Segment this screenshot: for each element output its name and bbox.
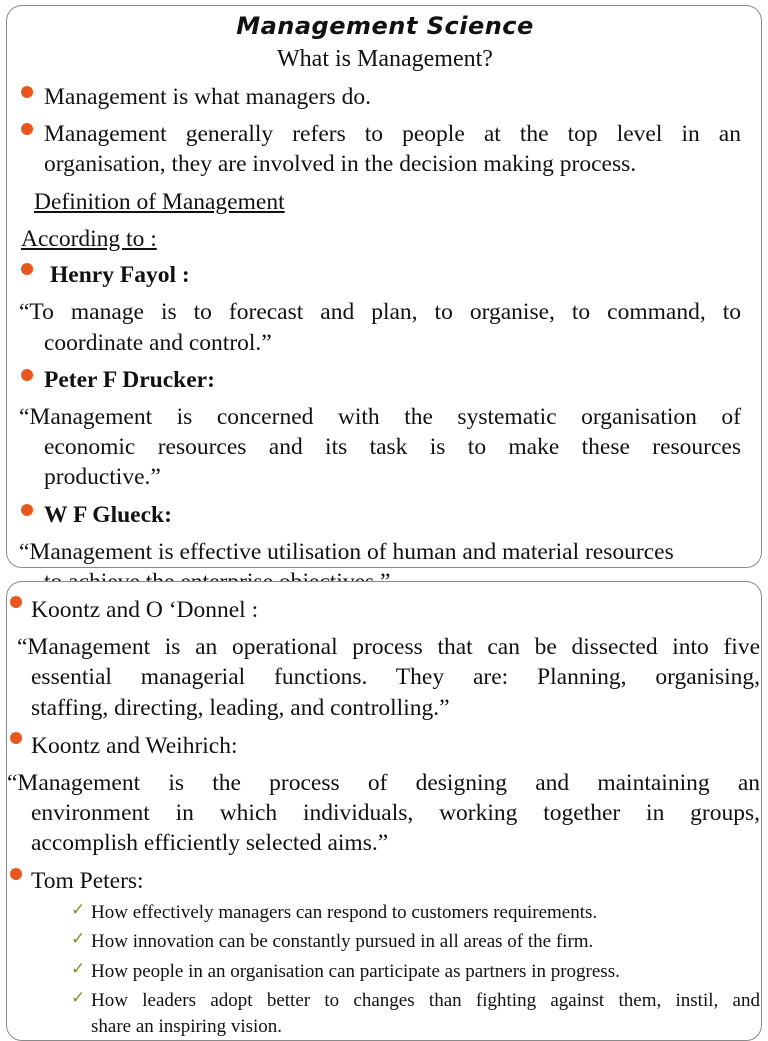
tom-peters-item-2: How innovation can be constantly pursued in all areas of the firm.	[91, 931, 594, 952]
slide-subtitle: What is Management?	[277, 46, 493, 72]
bullet-icon	[21, 504, 33, 516]
fayol-name: Henry Fayol :	[50, 262, 190, 288]
koontz-odonnel-quote-line-3: staffing, directing, leading, and controlling.”	[31, 695, 450, 721]
bullet-icon	[10, 868, 22, 880]
koontz-weihrich-quote-line-3: accomplish efficiently selected aims.”	[31, 830, 389, 856]
bullet-icon	[21, 263, 33, 275]
koontz-weihrich-name: Koontz and Weihrich:	[31, 733, 238, 759]
tom-peters-item-4-line-2: share an inspiring vision.	[91, 1016, 283, 1037]
glueck-quote-line-1: “Management is effective utilisation of human and material resources	[19, 539, 674, 565]
drucker-name: Peter F Drucker:	[44, 367, 215, 393]
according-to: According to :	[21, 226, 157, 252]
slide-title: Management Science	[236, 12, 534, 40]
checkmark-icon: ✓	[71, 988, 86, 1007]
koontz-odonnel-quote-line-2: essential managerial functions. They are: Planning, organising,	[31, 664, 760, 690]
slide-1	[6, 5, 762, 568]
fayol-quote-line-2: coordinate and control.”	[44, 330, 272, 356]
definition-heading: Definition of Management	[34, 189, 285, 215]
drucker-quote-line-1: “Management is concerned with the systematic organisation of	[19, 404, 741, 430]
tom-peters-item-4-line-1: How leaders adopt better to changes than fighting against them, instil, and	[91, 990, 760, 1011]
bullet-icon	[21, 86, 33, 98]
point-2-line-2: organisation, they are involved in the decision making process.	[44, 151, 637, 177]
koontz-weihrich-quote-line-2: environment in which individuals, working together in groups,	[31, 800, 760, 826]
bullet-icon	[10, 732, 22, 744]
tom-peters-item-1: How effectively managers can respond to customers requirements.	[91, 902, 598, 923]
checkmark-icon: ✓	[71, 900, 86, 919]
checkmark-icon: ✓	[71, 929, 86, 948]
tom-peters-item-3: How people in an organisation can participate as partners in progress.	[91, 961, 620, 982]
bullet-icon	[21, 123, 33, 135]
koontz-odonnel-quote-line-1: “Management is an operational process that can be dissected into five	[17, 634, 760, 660]
fayol-quote-line-1: “To manage is to forecast and plan, to organise, to command, to	[19, 299, 741, 325]
bullet-icon	[21, 369, 33, 381]
bullet-icon	[10, 596, 22, 608]
point-2-line-1: Management generally refers to people at the top level in an	[44, 121, 741, 147]
drucker-quote-line-3: productive.”	[44, 464, 161, 490]
drucker-quote-line-2: economic resources and its task is to make these resources	[44, 434, 741, 460]
koontz-weihrich-quote-line-1: “Management is the process of designing and maintaining an	[7, 770, 760, 796]
koontz-odonnel-name: Koontz and O ‘Donnel :	[31, 597, 259, 623]
point-1: Management is what managers do.	[44, 84, 371, 110]
glueck-name: W F Glueck:	[44, 502, 172, 528]
checkmark-icon: ✓	[71, 959, 86, 978]
slide-2	[6, 581, 762, 1041]
tom-peters-name: Tom Peters:	[31, 868, 144, 894]
